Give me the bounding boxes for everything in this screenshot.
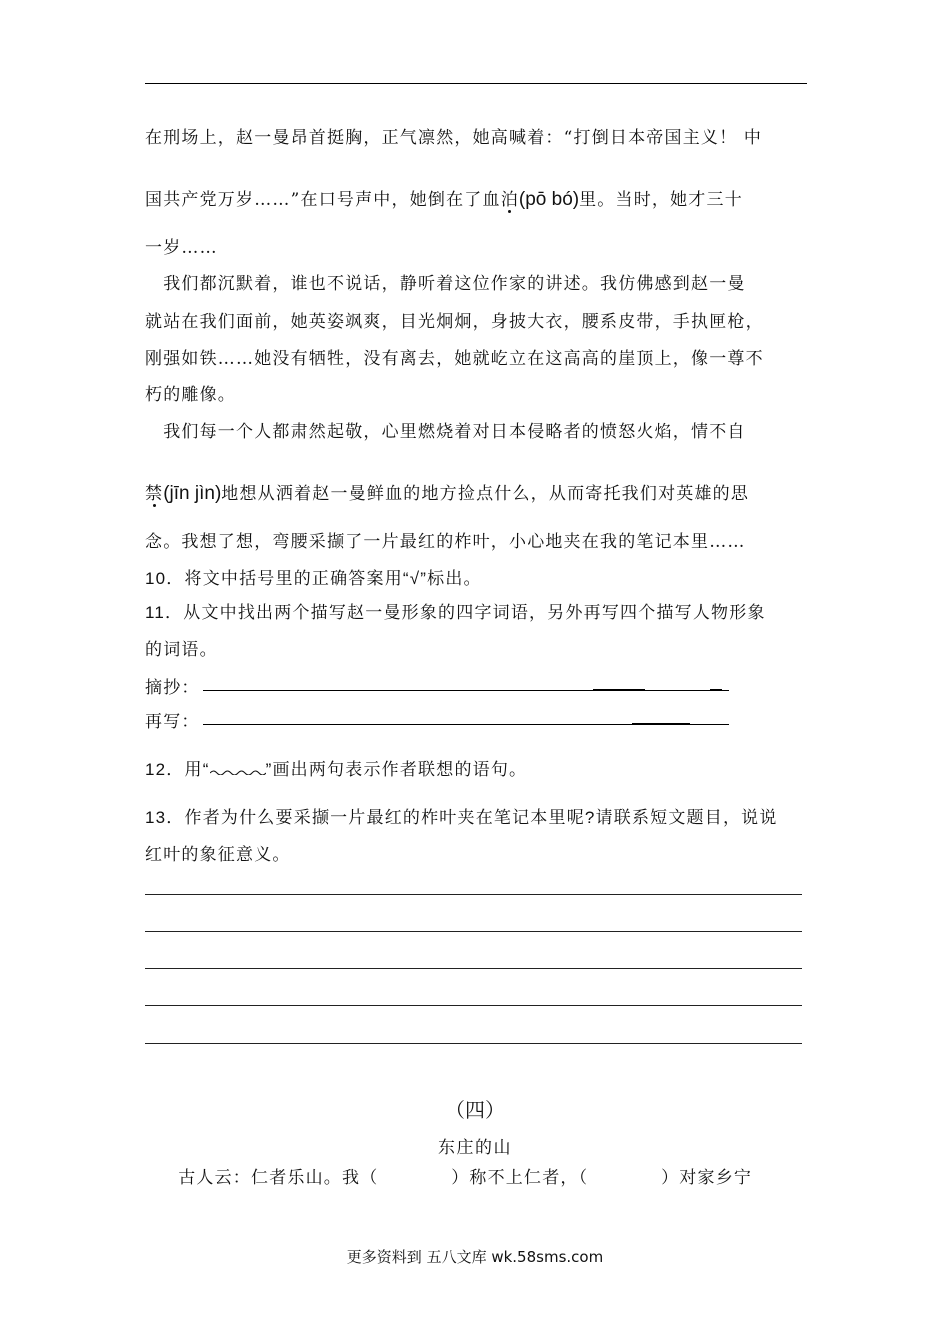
question-11-line-1: 11．从文中找出两个描写赵一曼形象的四字词语，另外再写四个描写人物形象 bbox=[145, 603, 766, 622]
write-label: 再写： bbox=[145, 712, 200, 731]
passage-line-7: 朽的雕像。 bbox=[145, 385, 236, 405]
copy-answer-mark-2 bbox=[710, 689, 722, 691]
question-13-line-2: 红叶的象征意义。 bbox=[145, 845, 291, 864]
passage-line-5: 就站在我们面前，她英姿飒爽，目光炯炯，身披大衣，腰系皮带，手执匣枪， bbox=[145, 312, 764, 332]
section-first-line: 古人云：仁者乐山。我（ ）称不上仁者，（ ）对家乡宁 bbox=[160, 1168, 753, 1188]
passage-line-6: 刚强如铁……她没有牺牲，没有离去，她就屹立在这高高的崖顶上，像一尊不 bbox=[145, 349, 764, 369]
pinyin-target-char-jin: 禁 bbox=[145, 484, 164, 504]
passage-line-3: 一岁…… bbox=[145, 238, 218, 258]
answer-line[interactable] bbox=[145, 1043, 802, 1044]
pinyin-target-char-po: 泊 bbox=[500, 190, 519, 210]
question-12-end: ”画出两句表示作者联想的语句。 bbox=[265, 760, 528, 779]
copy-answer-line[interactable] bbox=[203, 690, 729, 691]
question-12 bbox=[145, 758, 527, 782]
footer-source: 更多资料到 五八文库 wk.58sms.com bbox=[346, 1248, 604, 1266]
pinyin-options-jin[interactable]: (jīn jìn) bbox=[163, 483, 222, 504]
passage-line-8: 我们每一个人都肃然起敬，心里燃烧着对日本侵略者的愤怒火焰，情不自 bbox=[145, 422, 746, 442]
section-title: 东庄的山 bbox=[438, 1138, 512, 1158]
question-10: 10．将文中括号里的正确答案用“√”标出。 bbox=[145, 569, 482, 588]
wavy-underline-icon bbox=[210, 767, 266, 775]
answer-line[interactable] bbox=[145, 968, 802, 969]
top-rule bbox=[145, 83, 807, 84]
passage-line-10: 念。我想了想，弯腰采撷了一片最红的柞叶，小心地夹在我的笔记本里…… bbox=[145, 532, 746, 552]
section-number: （四） bbox=[445, 1098, 505, 1122]
passage-line-2-text: 国共产党万岁……”在口号声中，她倒在了血 bbox=[145, 190, 501, 210]
passage-line-9 bbox=[145, 482, 749, 506]
question-12-start: 12．用“ bbox=[145, 760, 210, 779]
passage-line-1: 在刑场上，赵一曼昂首挺胸，正气凛然，她高喊着：“打倒日本帝国主义！ 中 bbox=[145, 128, 763, 148]
question-13-line-1: 13．作者为什么要采撷一片最红的柞叶夹在笔记本里呢?请联系短文题目，说说 bbox=[145, 808, 778, 827]
answer-line[interactable] bbox=[145, 894, 802, 895]
copy-answer-mark-1 bbox=[593, 689, 645, 691]
write-answer-mark bbox=[632, 723, 690, 725]
passage-line-2 bbox=[145, 188, 743, 212]
pinyin-options-po-bo[interactable]: (pō bó) bbox=[518, 189, 580, 210]
answer-line[interactable] bbox=[145, 931, 802, 932]
copy-label: 摘抄： bbox=[145, 678, 200, 697]
answer-line[interactable] bbox=[145, 1005, 802, 1006]
passage-line-2-tail: 里。当时，她才三十 bbox=[579, 190, 743, 210]
passage-line-4: 我们都沉默着，谁也不说话，静听着这位作家的讲述。我仿佛感到赵一曼 bbox=[145, 274, 746, 294]
passage-line-9-text: 地想从洒着赵一曼鲜血的地方捡点什么，从而寄托我们对英雄的思 bbox=[221, 484, 750, 504]
question-11-line-2: 的词语。 bbox=[145, 640, 218, 659]
